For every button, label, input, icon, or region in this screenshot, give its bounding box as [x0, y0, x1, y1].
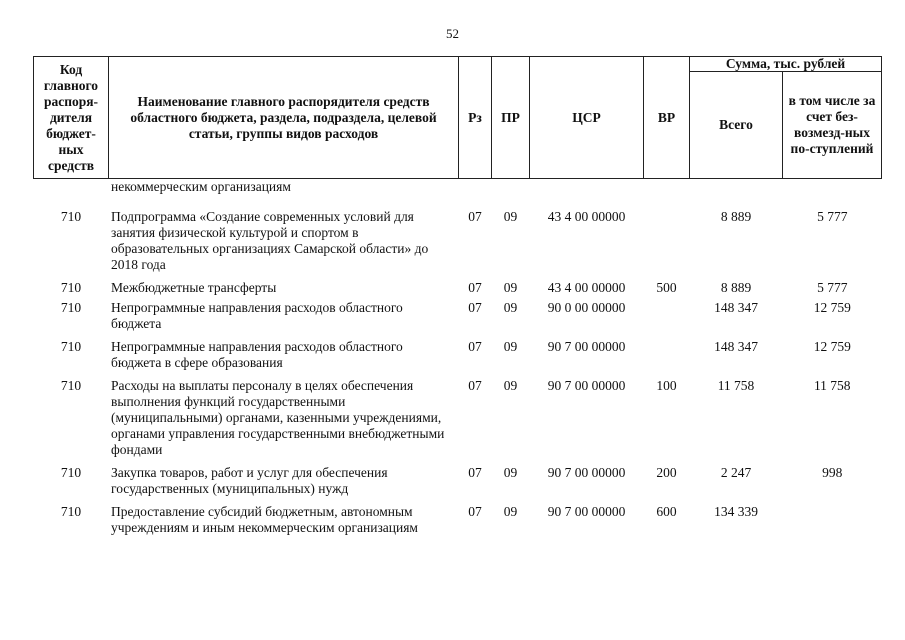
header-total: Всего [690, 72, 783, 179]
cell-csr: 43 4 00 00000 [547, 280, 626, 295]
cell-vr: 500 [656, 280, 677, 295]
cell-total: 148 347 [714, 300, 758, 315]
cell-code: 710 [60, 209, 82, 224]
table-row [34, 372, 882, 459]
cell-free: 12 759 [813, 339, 851, 354]
cell-total: 11 758 [717, 378, 755, 393]
cell-pr: 09 [503, 280, 518, 295]
cell-vr [644, 195, 690, 274]
header-code: Код главного распоря-дителя бюджет-ных средств [34, 57, 109, 179]
cell-free: 5 777 [817, 280, 848, 295]
header-vr: ВР [644, 57, 690, 179]
cell-name: Закупка товаров, работ и услуг для обеспечения государственных (муниципальных) нужд [111, 465, 388, 496]
header-rz: Рз [459, 57, 492, 179]
cell-rz: 07 [468, 280, 482, 295]
cell-pr: 09 [503, 378, 518, 393]
header-free: в том числе за счет без-возмезд-ных по-ступлений [783, 72, 882, 179]
cell-total: 2 247 [720, 465, 752, 480]
cell-code: 710 [60, 280, 82, 295]
table-body [34, 179, 882, 538]
header-pr: ПР [492, 57, 530, 179]
cell-code: 710 [60, 378, 82, 393]
cell-name: Предоставление субсидий бюджетным, автономным учреждениям и иным некоммерческим организациям [111, 504, 418, 535]
table-row [34, 459, 882, 498]
cell-name: Непрограммные направления расходов областного бюджета [111, 300, 403, 331]
table-row [34, 333, 882, 372]
budget-table [33, 56, 882, 537]
header-sum-group: Сумма, тыс. рублей [690, 57, 882, 72]
cell-name: Межбюджетные трансферты [111, 280, 277, 295]
cell-total: 8 889 [720, 280, 752, 295]
cell-free: 12 759 [813, 300, 851, 315]
cell-code: 710 [60, 300, 82, 315]
cell-pr: 09 [503, 209, 518, 224]
cell-csr: 90 7 00 00000 [547, 339, 626, 354]
cell-csr: 43 4 00 00000 [547, 209, 626, 224]
cell-vr [644, 297, 690, 333]
cell-csr: 90 7 00 00000 [547, 504, 626, 519]
header-name: Наименование главного распорядителя средств областного бюджета, раздела, подраздела, целевой статьи, группы видов расходов [109, 57, 459, 179]
table-row [34, 297, 882, 333]
table-row [34, 498, 882, 537]
cell-free: 998 [822, 465, 843, 480]
cell-pr: 09 [503, 300, 518, 315]
cell-pr: 09 [503, 339, 518, 354]
cell-vr: 200 [656, 465, 677, 480]
cell-free [783, 498, 882, 537]
cell-csr: 90 0 00 00000 [547, 300, 626, 315]
cell-rz: 07 [468, 378, 482, 393]
cell-name: Расходы на выплаты персоналу в целях обеспечения выполнения функций государственными (муниципальными) органами, казенными учреждениями, органами управления государственными внебюджетными фондами [111, 378, 445, 457]
cell-vr: 100 [656, 378, 677, 393]
cell-rz: 07 [468, 504, 482, 519]
continuation-text: некоммерческим организациям [111, 179, 291, 194]
cell-code: 710 [60, 504, 82, 519]
cell-total: 134 339 [714, 504, 758, 519]
cell-name: Непрограммные направления расходов областного бюджета в сфере образования [111, 339, 403, 370]
table-row [34, 274, 882, 297]
cell-csr: 90 7 00 00000 [547, 465, 626, 480]
cell-name: Подпрограмма «Создание современных условий для занятия физической культурой и спортом в образовательных организациях Самарской области» до 2018 года [111, 209, 429, 272]
continuation-row [34, 179, 882, 196]
header-csr: ЦСР [530, 57, 644, 179]
cell-code: 710 [60, 339, 82, 354]
cell-csr: 90 7 00 00000 [547, 378, 626, 393]
cell-rz: 07 [468, 300, 482, 315]
cell-vr [644, 333, 690, 372]
table-row [34, 195, 882, 274]
cell-pr: 09 [503, 465, 518, 480]
cell-pr: 09 [503, 504, 518, 519]
cell-rz: 07 [468, 339, 482, 354]
cell-total: 148 347 [714, 339, 758, 354]
cell-total: 8 889 [720, 209, 752, 224]
cell-free: 5 777 [817, 209, 848, 224]
cell-rz: 07 [468, 209, 482, 224]
cell-rz: 07 [468, 465, 482, 480]
cell-code: 710 [60, 465, 82, 480]
cell-vr: 600 [656, 504, 677, 519]
cell-free: 11 758 [813, 378, 851, 393]
page-number: 52 [446, 26, 459, 41]
